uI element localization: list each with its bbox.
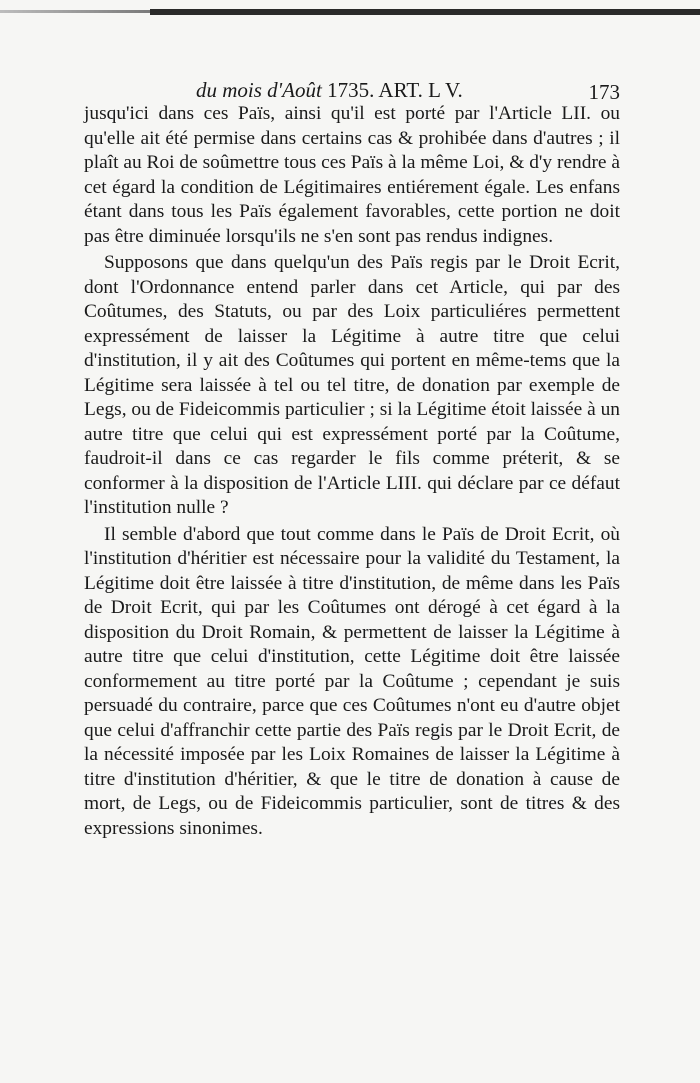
paragraph-supposons: Supposons que dans quelqu'un des Païs regis par le Droit Ecrit, dont l'Ordonnance entend parler dans cet Article, qui par des Coûtumes, des Statuts, ou par des Loix particuliéres permettent expressément de laisser la Légitime à autre titre que celui d'institution, il y ait des Coûtumes qui portent en même-tems que la Légitime sera laissée à tel ou tel titre, de donation par exemple de Legs, ou de Fideicommis particulier ; si la Légitime étoit laissée à un autre titre que celui qui est expressément porté par la Coûtume, faudroit-il dans ce cas regarder le fils comme préterit, & se conformer à la disposition de l'Article LIII. qui déclare par ce défaut l'institution nulle ? [84,252,620,518]
top-edge-shadow [0,10,150,13]
running-head-title [196,78,463,103]
paragraph-il-semble: Il semble d'abord que tout comme dans le Païs de Droit Ecrit, où l'institution d'héritier est nécessaire pour la validité du Testament, la Légitime doit être laissée à titre d'institution, de même dans les Païs de Droit Ecrit, qui par les Coûtumes ont dérogé à cet égard à la disposition du Droit Romain, & permettent de laisser la Légitime à autre titre que celui d'institution, cette Légitime doit être laissée conformement au titre porté par la Coûtume ; cependant je suis persuadé du contraire, parce que ces Coûtumes n'ont eu d'autre objet que celui d'affranchir cette partie des Païs regis par le Droit Ecrit, de la nécessité imposée par les Loix Romaines de laisser la Légitime à titre d'institution d'héritier, & que le titre de donation à cause de mort, de Legs, ou de Fideicommis particulier, sont de titres & des expressions sinonimes. [84,523,620,839]
book-page [84,78,620,841]
top-rule [150,9,700,15]
paragraph-continued: jusqu'ici dans ces Païs, ainsi qu'il est porté par l'Article LII. ou qu'elle ait été permise dans certains cas & prohibée dans d'autres ; il plaît au Roi de soûmettre tous ces Païs à la même Loi, & d'y rendre à cet égard la condition de Légitimaires entiérement égale. Les enfans étant dans tous les Païs également favorables, cette portion ne doit pas être diminuée lorsqu'ils ne s'en sont pas rendus indignes. [84,103,620,247]
body-text [84,102,620,841]
running-head [84,78,620,106]
running-head-italic: du mois d'Août [196,78,322,102]
running-head-article: 1735. ART. L V. [327,78,463,102]
page-number: 173 [588,80,620,104]
